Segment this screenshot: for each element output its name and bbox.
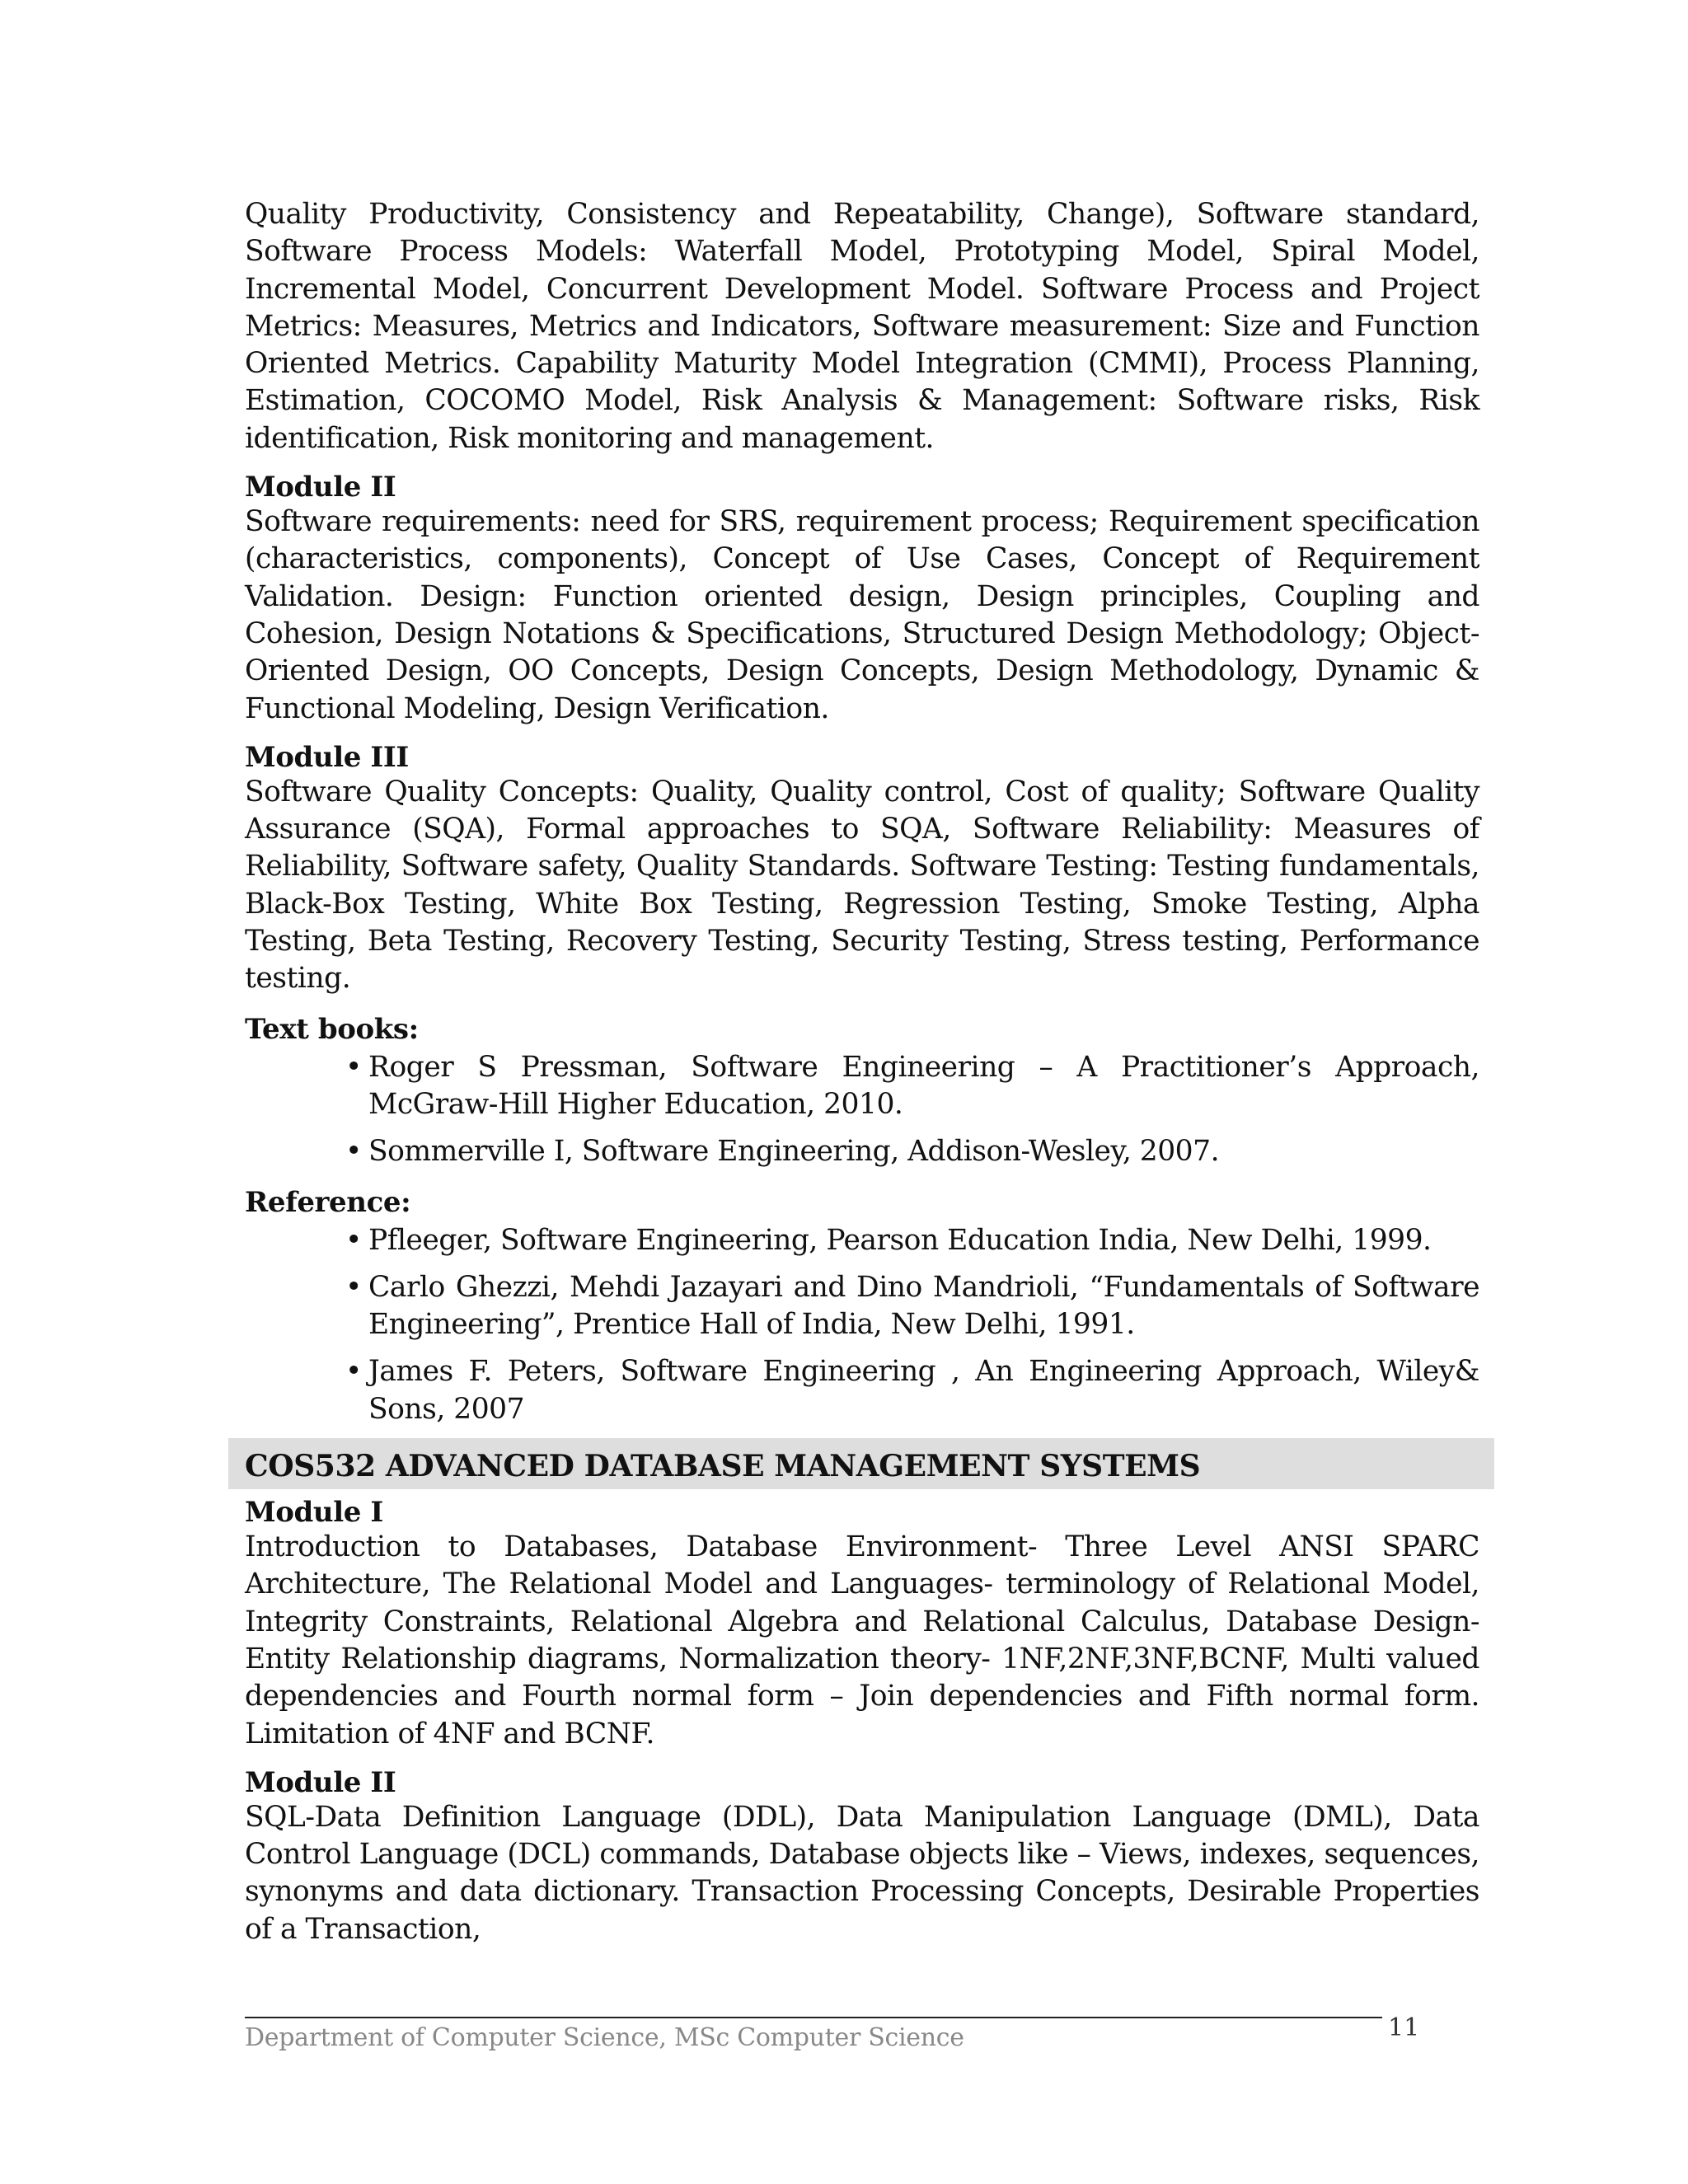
- reference-2: Carlo Ghezzi, Mehdi Jazayari and Dino Mandrioli, “Fundamentals of Software Engineering”, Prentice Hall of India, New Delhi, 1991.: [368, 1270, 1479, 1342]
- intro-paragraph: Quality Productivity, Consistency and Repeatability, Change), Software standard, Software Process Models: Waterfall Model, Prototyping Model, Spiral Model, Incremental Model, Concurrent Development Model. Software Process and Project Metrics: Measures, Metrics and Indicators, Software measurement: Size and Function Oriented Metrics. Capability Maturity Model Integration (CMMI), Process Planning, Estimation, COCOMO Model, Risk Analysis & Management: Software risks, Risk identification, Risk monitoring and management.: [245, 198, 1479, 455]
- course-title-band: [228, 1438, 1494, 1489]
- reference-list: [245, 1222, 1479, 1428]
- bullet-icon: •: [345, 1223, 362, 1257]
- module-2-text: Software requirements: need for SRS, requirement process; Requirement specification (characteristics, components), Concept of Use Cases, Concept of Requirement Validation. Design: Function oriented design, Design principles, Coupling and Cohesion, Design Notations & Specifications, Structured Design Methodology; Object-Oriented Design, OO Concepts, Design Concepts, Design Methodology, Dynamic & Functional Modeling, Design Verification.: [245, 505, 1479, 725]
- module-1-text: Introduction to Databases, Database Environment- Three Level ANSI SPARC Architecture, The Relational Model and Languages- terminology of Relational Model, Integrity Constraints, Relational Algebra and Relational Calculus, Database Design-Entity Relationship diagrams, Normalization theory- 1NF,2NF,3NF,BCNF, Multi valued dependencies and Fourth normal form – Join dependencies and Fifth normal form. Limitation of 4NF and BCNF.: [245, 1530, 1479, 1750]
- list-item: [345, 1049, 1479, 1124]
- reference-heading: Reference:: [245, 1185, 411, 1219]
- textbooks-heading: Text books:: [245, 1012, 419, 1046]
- textbook-2: Sommerville I, Software Engineering, Addison-Wesley, 2007.: [368, 1135, 1220, 1169]
- reference-3: James F. Peters, Software Engineering , An Engineering Approach, Wiley& Sons, 2007: [368, 1355, 1479, 1426]
- page-content: [245, 196, 1479, 1948]
- footer-text: Department of Computer Science, MSc Computer Science: [245, 2023, 964, 2052]
- course-title: COS532 ADVANCED DATABASE MANAGEMENT SYSTEMS: [245, 1449, 1201, 1484]
- list-item: [345, 1133, 1479, 1170]
- page-number: 11: [1388, 2013, 1420, 2042]
- module-2-text: SQL-Data Definition Language (DDL), Data Manipulation Language (DML), Data Control Language (DCL) commands, Database objects like – Views, indexes, sequences, synonyms and data dictionary. Transaction Processing Concepts, Desirable Properties of a Transaction,: [245, 1800, 1479, 1946]
- module-2-heading: Module II: [245, 1765, 396, 1799]
- textbooks-list: [245, 1049, 1479, 1171]
- bullet-icon: •: [345, 1355, 362, 1389]
- footer-divider: [245, 2017, 1382, 2018]
- list-item: [345, 1353, 1479, 1428]
- textbook-1: Roger S Pressman, Software Engineering – A Practitioner’s Approach, McGraw-Hill Higher Education, 2010.: [368, 1050, 1479, 1121]
- bullet-icon: •: [345, 1135, 362, 1169]
- reference-1: Pfleeger, Software Engineering, Pearson Education India, New Delhi, 1999.: [368, 1223, 1432, 1257]
- module-3-text: Software Quality Concepts: Quality, Quality control, Cost of quality; Software Quality Assurance (SQA), Formal approaches to SQA, Software Reliability: Measures of Reliability, Software safety, Quality Standards. Software Testing: Testing fundamentals, Black-Box Testing, White Box Testing, Regression Testing, Smoke Testing, Alpha Testing, Beta Testing, Recovery Testing, Security Testing, Stress testing, Performance testing.: [245, 775, 1479, 996]
- list-item: [345, 1269, 1479, 1344]
- module-1-heading: Module I: [245, 1496, 383, 1530]
- list-item: [345, 1222, 1479, 1259]
- module-2-heading: Module II: [245, 471, 396, 504]
- module-3-heading: Module III: [245, 740, 409, 774]
- bullet-icon: •: [345, 1050, 362, 1084]
- bullet-icon: •: [345, 1270, 362, 1304]
